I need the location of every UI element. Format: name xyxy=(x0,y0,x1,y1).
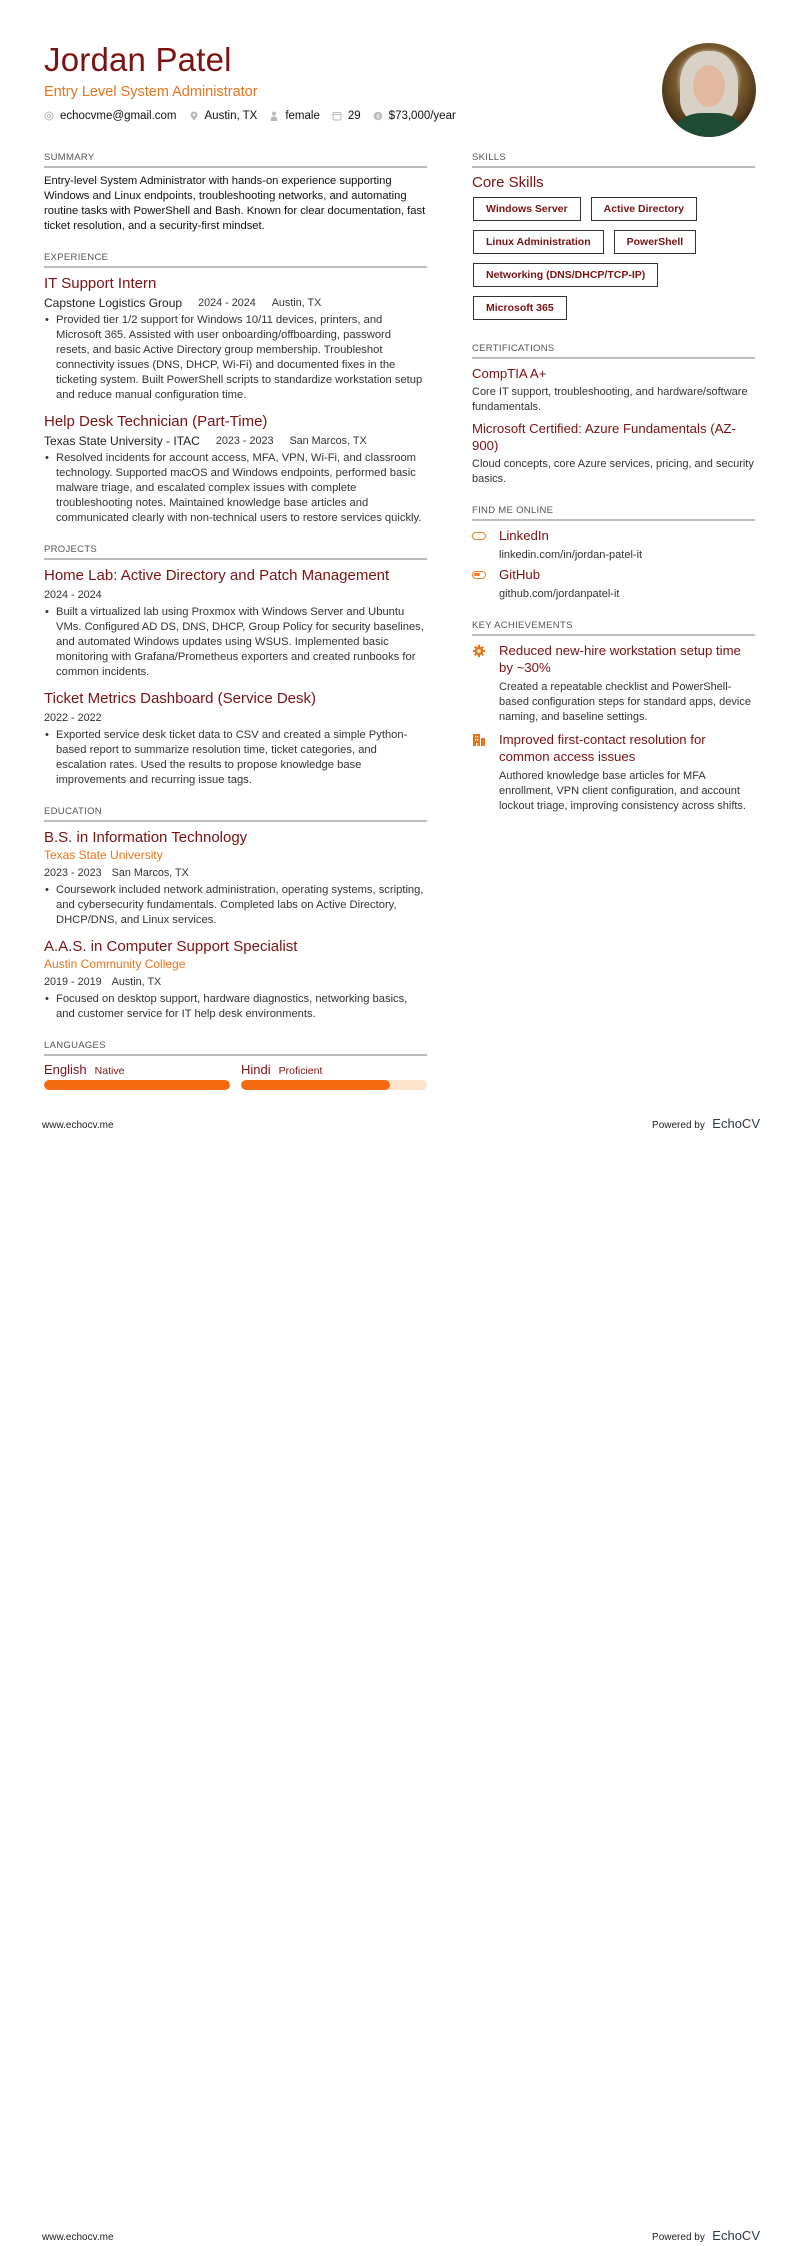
bullet-item: • Built a virtualized lab using Proxmox with Windows Server and Ubuntu VMs. Configured AD DS, DNS, DHCP, Group Policy for security baselines, and automated Windows updates using WSUS. Implemented basic monitoring with Grafana/Prometheus exporters and created runbooks for common incidents. xyxy=(44,605,427,680)
location: Austin, TX xyxy=(111,976,162,988)
education-section xyxy=(44,806,427,1022)
contact-email[interactable] xyxy=(44,110,177,122)
page-footer xyxy=(42,1115,760,1133)
skill-chip: Windows Server xyxy=(473,197,581,221)
location: San Marcos, TX xyxy=(111,867,189,879)
section-heading: LANGUAGES xyxy=(44,1040,427,1056)
skills-section xyxy=(472,152,755,329)
certification-item xyxy=(472,365,755,415)
online-link-body xyxy=(499,527,642,563)
job-meta xyxy=(44,433,427,449)
candidate-name: Jordan Patel xyxy=(44,41,232,78)
section-heading: EXPERIENCE xyxy=(44,252,427,268)
bullet-list xyxy=(44,883,427,928)
language-item xyxy=(241,1062,427,1090)
company: Capstone Logistics Group xyxy=(44,296,183,310)
footer-site-link[interactable]: www.echocv.me xyxy=(42,2232,114,2243)
skill-chip: Microsoft 365 xyxy=(473,296,567,320)
school: Texas State University xyxy=(44,848,163,862)
certification-name: Microsoft Certified: Azure Fundamentals (AZ-900) xyxy=(472,421,736,453)
bullet-list xyxy=(44,313,427,403)
calendar-icon xyxy=(332,111,342,121)
language-bar-fill xyxy=(241,1080,390,1090)
section-heading: PROJECTS xyxy=(44,544,427,560)
project-item xyxy=(44,566,427,680)
experience-item xyxy=(44,412,427,526)
certifications-section xyxy=(472,343,755,487)
certification-desc: Core IT support, troubleshooting, and hardware/software fundamentals. xyxy=(472,386,748,413)
project-meta xyxy=(44,710,427,726)
achievement-desc: Authored knowledge base articles for MFA enrollment, VPN client configuration, and account lockout triage, improving consistency across shifts. xyxy=(499,770,746,812)
dates: 2023 - 2023 xyxy=(215,435,274,447)
toggle-outline-icon xyxy=(472,532,486,540)
candidate-title: Entry Level System Administrator xyxy=(44,84,258,100)
language-level: Native xyxy=(94,1065,125,1077)
bullet-list xyxy=(44,728,427,788)
project-meta xyxy=(44,587,427,603)
project-item xyxy=(44,689,427,788)
language-label xyxy=(241,1062,427,1077)
language-list xyxy=(44,1062,427,1090)
bullet-item: • Exported service desk ticket data to CSV and created a simple Python-based report to summarize resolution time, ticket categories, and escalation rates. Used the results to propose knowledge base improvements and recurring issue tags. xyxy=(44,728,427,788)
section-heading: SKILLS xyxy=(472,152,755,168)
profile-photo xyxy=(662,43,756,137)
section-heading: CERTIFICATIONS xyxy=(472,343,755,359)
project-title: Ticket Metrics Dashboard (Service Desk) xyxy=(44,690,317,707)
language-bar xyxy=(44,1080,230,1090)
job-meta xyxy=(44,295,427,311)
online-link-github[interactable] xyxy=(472,566,755,602)
resume-header xyxy=(44,40,764,150)
email-text: echocvme@gmail.com xyxy=(60,110,177,122)
building-icon xyxy=(472,733,486,747)
achievement-body xyxy=(499,731,755,814)
dates: 2022 - 2022 xyxy=(44,712,102,724)
achievement-title: Reduced new-hire workstation setup time by ~30% xyxy=(499,643,741,675)
contact-age xyxy=(332,110,361,122)
brand-logo-text[interactable]: EchoCV xyxy=(712,2228,760,2243)
bullet-list xyxy=(44,992,427,1022)
left-column xyxy=(44,152,427,1108)
online-section xyxy=(472,505,755,602)
language-bar xyxy=(241,1080,427,1090)
project-title: Home Lab: Active Directory and Patch Management xyxy=(44,567,390,584)
gender-text: female xyxy=(285,110,320,122)
summary-text: Entry-level System Administrator with hands-on experience supporting Windows and Linux endpoints, troubleshooting networks, and automating routine tasks with PowerShell and Bash. Known for clear documentation, fast ticket resolution, and a security-first mindset. xyxy=(44,175,426,232)
footer-powered xyxy=(652,2227,760,2245)
salary-text: $73,000/year xyxy=(388,110,456,122)
contact-location xyxy=(189,110,258,122)
job-title: Help Desk Technician (Part-Time) xyxy=(44,413,268,430)
photo-face xyxy=(693,65,725,107)
online-label: GitHub xyxy=(499,567,541,582)
footer-powered xyxy=(652,1115,760,1133)
achievement-body xyxy=(499,642,755,725)
section-heading: EDUCATION xyxy=(44,806,427,822)
experience-item xyxy=(44,274,427,403)
person-icon xyxy=(269,111,279,121)
powered-by-text: Powered by xyxy=(652,1120,705,1131)
skills-group-title: Core Skills xyxy=(472,174,544,191)
education-meta xyxy=(44,974,427,990)
bullet-list xyxy=(44,451,427,526)
bullet-item: • Coursework included network administration, operating systems, scripting, and cybersecurity fundamentals. Completed labs on Active Directory, DHCP/DNS, and Linux services. xyxy=(44,883,427,928)
gear-icon xyxy=(472,644,486,658)
bullet-item: • Provided tier 1/2 support for Windows 10/11 devices, printers, and Microsoft 365. Assisted with user onboarding/offboarding, password resets, and basic Active Directory group membership. Troubleshot connectivity issues (DNS, DHCP, Wi-Fi) and documented fixes in the ticketing system. Built PowerShell scripts to standardize workstation setup and reduce manual configuration time. xyxy=(44,313,427,403)
summary-section xyxy=(44,152,427,234)
language-name: Hindi xyxy=(241,1062,271,1077)
degree: B.S. in Information Technology xyxy=(44,829,248,846)
school: Austin Community College xyxy=(44,957,186,971)
skill-chip: Active Directory xyxy=(591,197,698,221)
bullet-list xyxy=(44,605,427,680)
degree: A.A.S. in Computer Support Specialist xyxy=(44,938,298,955)
languages-section xyxy=(44,1040,427,1090)
location: Austin, TX xyxy=(271,297,322,309)
education-item xyxy=(44,937,427,1022)
education-item xyxy=(44,828,427,928)
footer-site-link[interactable]: www.echocv.me xyxy=(42,1120,114,1131)
online-link-linkedin[interactable] xyxy=(472,527,755,563)
contact-salary xyxy=(373,110,456,122)
achievement-item xyxy=(472,731,755,814)
section-heading: KEY ACHIEVEMENTS xyxy=(472,620,755,636)
certification-item xyxy=(472,420,755,487)
certification-name: CompTIA A+ xyxy=(472,366,547,381)
contact-gender xyxy=(269,110,320,122)
money-icon xyxy=(373,111,383,121)
online-label: LinkedIn xyxy=(499,528,549,543)
section-heading: FIND ME ONLINE xyxy=(472,505,755,521)
achievement-item xyxy=(472,642,755,725)
achievement-title: Improved first-contact resolution for common access issues xyxy=(499,732,706,764)
online-url[interactable]: linkedin.com/in/jordan-patel-it xyxy=(499,549,643,561)
right-column xyxy=(472,152,755,832)
skill-chips xyxy=(472,197,755,329)
experience-section xyxy=(44,252,427,526)
location: San Marcos, TX xyxy=(289,435,367,447)
page-footer-bottom xyxy=(42,2227,760,2245)
location-text: Austin, TX xyxy=(204,110,258,122)
language-item xyxy=(44,1062,230,1090)
skill-chip: Linux Administration xyxy=(473,230,604,254)
language-bar-fill xyxy=(44,1080,230,1090)
dates: 2024 - 2024 xyxy=(44,589,102,601)
powered-by-text: Powered by xyxy=(652,2232,705,2243)
language-name: English xyxy=(44,1062,87,1077)
bullet-item: • Resolved incidents for account access, MFA, VPN, Wi-Fi, and classroom technology. Supported macOS and Windows endpoints, performed basic malware triage, and escalated complex issues with complete troubleshooting notes. Maintained knowledge base articles and communicated clearly with non-technical users to restore services quickly. xyxy=(44,451,427,526)
age-text: 29 xyxy=(347,110,361,122)
contact-row xyxy=(44,110,764,122)
photo-body xyxy=(676,113,742,137)
certification-desc: Cloud concepts, core Azure services, pricing, and security basics. xyxy=(472,458,754,485)
education-meta xyxy=(44,865,427,881)
at-icon xyxy=(44,111,54,121)
dates: 2023 - 2023 xyxy=(44,867,102,879)
toggle-filled-icon xyxy=(472,571,486,579)
online-url[interactable]: github.com/jordanpatel-it xyxy=(499,588,620,600)
svg-text:$: $ xyxy=(375,113,380,121)
language-level: Proficient xyxy=(278,1065,323,1077)
job-title: IT Support Intern xyxy=(44,275,157,292)
achievement-desc: Created a repeatable checklist and PowerShell-based configuration steps for standard apps, device naming, and baseline settings. xyxy=(499,681,751,723)
bullet-item: • Focused on desktop support, hardware diagnostics, networking basics, and customer service for IT help desk environments. xyxy=(44,992,427,1022)
achievements-section xyxy=(472,620,755,814)
skill-chip: PowerShell xyxy=(614,230,697,254)
language-label xyxy=(44,1062,230,1077)
location-pin-icon xyxy=(189,111,199,121)
section-heading: SUMMARY xyxy=(44,152,427,168)
dates: 2024 - 2024 xyxy=(198,297,256,309)
projects-section xyxy=(44,544,427,788)
company: Texas State University - ITAC xyxy=(44,434,200,448)
online-link-body xyxy=(499,566,619,602)
dates: 2019 - 2019 xyxy=(44,976,102,988)
skill-chip: Networking (DNS/DHCP/TCP-IP) xyxy=(473,263,658,287)
brand-logo-text[interactable]: EchoCV xyxy=(712,1116,760,1131)
